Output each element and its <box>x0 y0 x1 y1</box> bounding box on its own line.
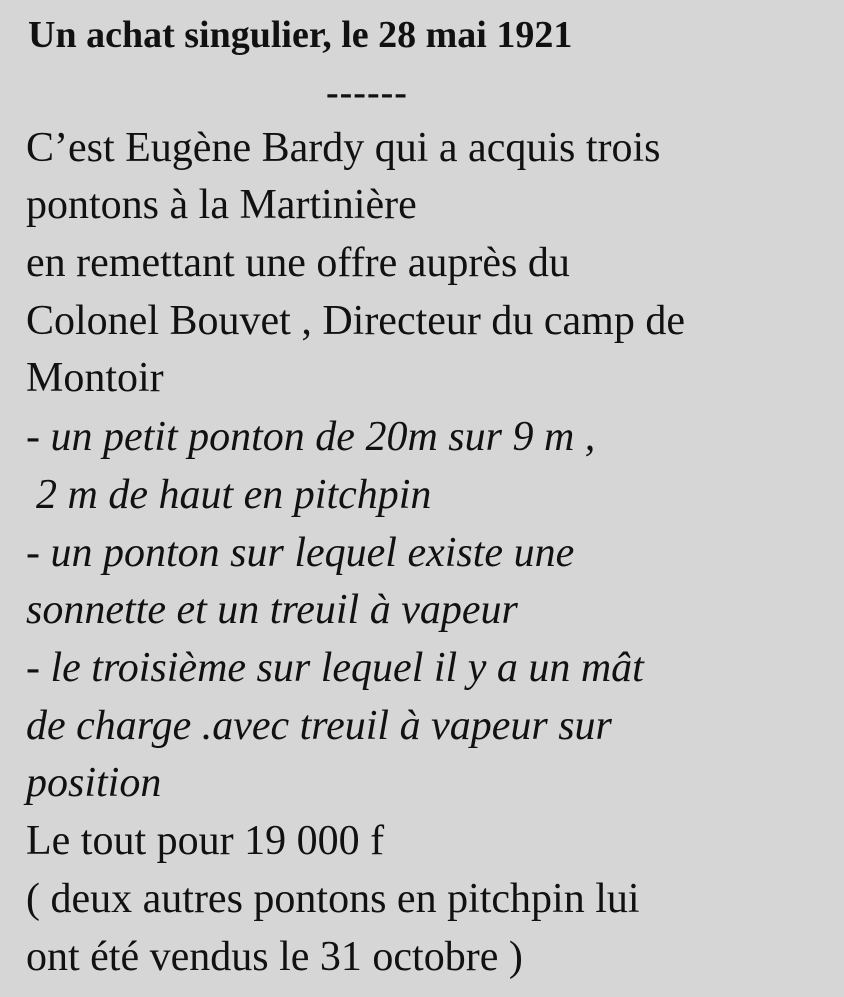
text-line: Colonel Bouvet , Directeur du camp de <box>26 298 685 344</box>
text-line: en remettant une offre auprès du <box>26 240 570 286</box>
text-line: Le tout pour 19 000 f <box>26 818 385 864</box>
text-line: ont été vendus le 31 octobre ) <box>26 934 523 980</box>
text-line: C’est Eugène Bardy qui a acquis trois <box>26 125 661 171</box>
text-line: ( deux autres pontons en pitchpin lui <box>26 876 640 922</box>
title-separator: ------ <box>326 72 408 114</box>
list-item-line: de charge .avec treuil à vapeur sur <box>26 703 612 749</box>
list-item-line: sonnette et un treuil à vapeur <box>26 587 518 633</box>
list-item-line: - un petit ponton de 20m sur 9 m , <box>26 414 596 460</box>
document-title: Un achat singulier, le 28 mai 1921 <box>28 14 573 56</box>
text-line: pontons à la Martinière <box>26 182 417 228</box>
list-item-line: - le troisième sur lequel il y a un mât <box>26 645 644 691</box>
list-item-line: 2 m de haut en pitchpin <box>36 472 432 518</box>
list-item-line: - un ponton sur lequel existe une <box>26 530 575 576</box>
text-line: Montoir <box>26 355 164 401</box>
list-item-line: position <box>26 760 162 806</box>
